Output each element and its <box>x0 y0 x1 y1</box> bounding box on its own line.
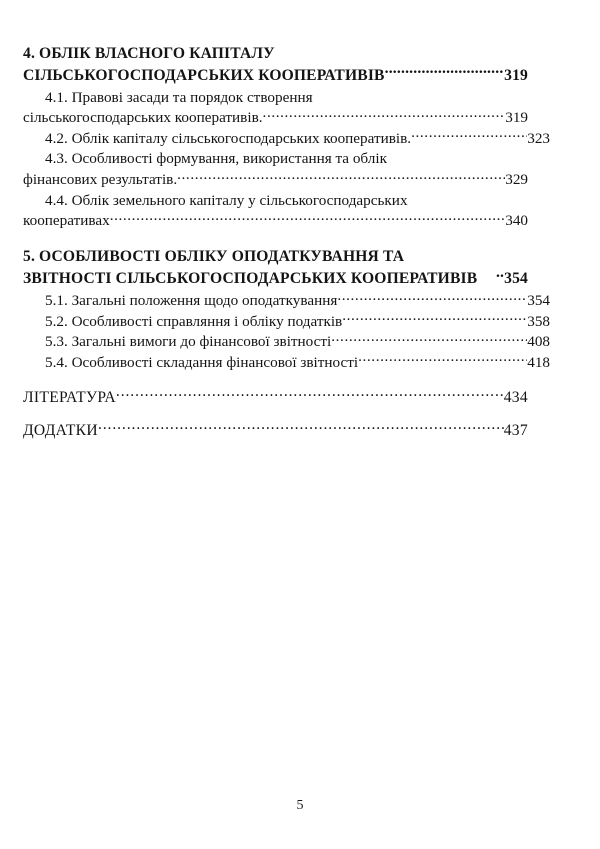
toc-item-4-2 <box>23 128 550 149</box>
toc-entry-title: 5.2. Особливості справляння і обліку податків <box>45 312 343 330</box>
dot-leader <box>313 86 550 101</box>
page-folio-number: 5 <box>296 798 304 813</box>
toc-item-5-2 <box>23 311 550 332</box>
toc-entry-title: 4.2. Облік капіталу сільськогосподарських кооперативів. <box>45 129 412 147</box>
toc-entry-title: 4.3. Особливості формування, використання та облік <box>45 150 387 168</box>
toc-item-5-1 <box>23 290 550 311</box>
toc-entry-title: 5.4. Особливості складання фінансової звітності <box>45 353 359 371</box>
toc-entry-title: фінансових результатів. <box>23 170 178 188</box>
toc-item-4-4-line-1 <box>23 189 550 210</box>
toc-entry-title: 5.3. Загальні вимоги до фінансової звітності <box>45 333 332 351</box>
table-of-contents <box>23 42 550 440</box>
dot-leader <box>177 169 505 184</box>
toc-entry-title: 4.1. Правові засади та порядок створення <box>45 88 313 106</box>
dot-leader <box>110 210 506 225</box>
toc-page-number: 319 <box>504 66 528 84</box>
toc-page-number: 434 <box>503 388 528 406</box>
toc-entry-title: 5. ОСОБЛИВОСТІ ОБЛІКУ ОПОДАТКУВАННЯ ТА <box>23 248 405 266</box>
toc-entry-title: ЛІТЕРАТУРА <box>23 388 116 406</box>
toc-item-5-3 <box>23 331 550 352</box>
dot-leader <box>387 148 550 163</box>
toc-page-number: 358 <box>527 312 550 330</box>
toc-chapter-4-line-1 <box>23 42 528 64</box>
dot-leader <box>331 331 527 346</box>
toc-item-4-3-line-1 <box>23 148 550 169</box>
toc-chapter-5-line-2 <box>23 268 528 290</box>
section-gap <box>23 372 528 386</box>
dot-leader <box>337 290 527 305</box>
dot-leader <box>404 246 528 262</box>
toc-page-number: 354 <box>527 292 550 310</box>
toc-entry-title: 4.4. Облік земельного капіталу у сільськогосподарських <box>45 191 408 209</box>
toc-item-4-4-line-2 <box>23 210 528 231</box>
dot-leader <box>477 268 504 284</box>
toc-page-number: 408 <box>527 333 550 351</box>
toc-page-number: 319 <box>505 109 528 127</box>
dot-leader <box>358 352 527 367</box>
dot-leader <box>116 386 504 402</box>
dot-leader <box>263 107 506 122</box>
toc-entry-title: сільськогосподарських кооперативів. <box>23 109 263 127</box>
toc-page-number: 323 <box>527 129 550 147</box>
toc-item-literature <box>23 386 528 407</box>
dot-leader <box>275 42 528 58</box>
toc-page-number: 354 <box>504 270 528 288</box>
toc-item-5-4 <box>23 352 550 373</box>
toc-item-4-3-line-2 <box>23 169 528 190</box>
toc-entry-title: 5.1. Загальні положення щодо оподаткування <box>45 292 338 310</box>
dot-leader <box>98 419 504 435</box>
toc-page-number: 340 <box>505 212 528 230</box>
toc-page-number: 437 <box>503 421 528 439</box>
toc-item-appendices <box>23 419 528 440</box>
dot-leader <box>385 64 505 80</box>
toc-page-number: 329 <box>505 170 528 188</box>
toc-page-number: 418 <box>527 353 550 371</box>
toc-entry-title: кооперативах <box>23 212 110 230</box>
toc-chapter-4-line-2 <box>23 64 528 86</box>
section-gap <box>23 407 528 419</box>
toc-entry-title: 4. ОБЛІК ВЛАСНОГО КАПІТАЛУ <box>23 44 275 62</box>
dot-leader <box>342 311 527 326</box>
toc-item-4-1-line-2 <box>23 107 528 128</box>
toc-entry-title: ЗВІТНОСТІ СІЛЬСЬКОГОСПОДАРСЬКИХ КООПЕРАТИВІВ <box>23 270 478 288</box>
toc-chapter-5-line-1 <box>23 246 528 268</box>
toc-entry-title: СІЛЬСЬКОГОСПОДАРСЬКИХ КООПЕРАТИВІВ <box>23 66 385 84</box>
dot-leader <box>411 128 527 143</box>
dot-leader <box>408 189 550 204</box>
section-gap <box>23 231 528 246</box>
toc-entry-title: ДОДАТКИ <box>23 421 98 439</box>
toc-item-4-1-line-1 <box>23 86 550 107</box>
